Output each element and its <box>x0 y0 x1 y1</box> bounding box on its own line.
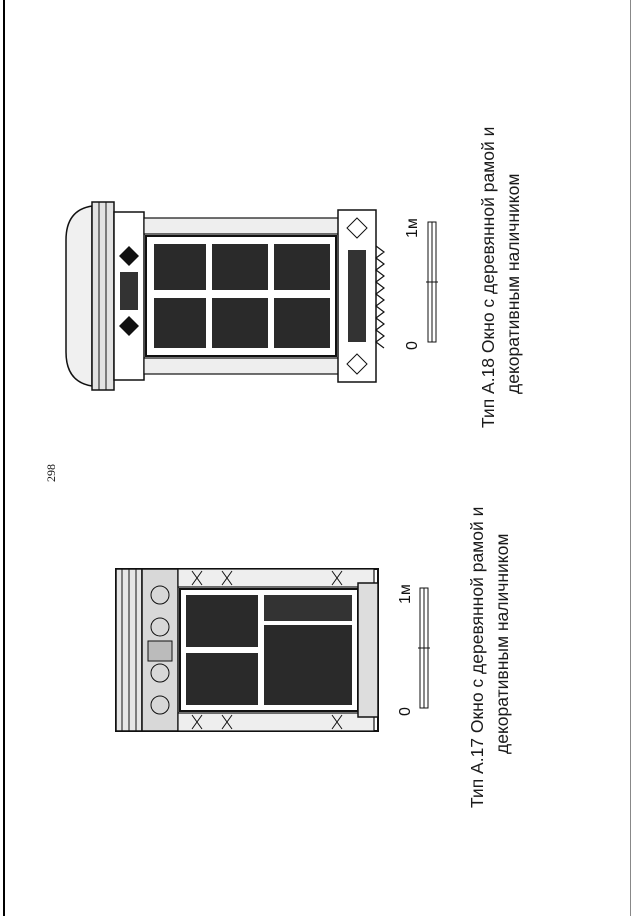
page-number: 298 <box>44 464 58 482</box>
figure-a17-scale-end: 1м <box>397 584 414 604</box>
figure-a17-scale-bar <box>416 586 436 710</box>
figure-a17-caption-line1: Тип А.17 Окно с деревянной рамой и <box>467 506 487 808</box>
figure-a18-caption-line1: Тип А.18 Окно с деревянной рамой и <box>478 126 498 428</box>
figure-a17-caption-line2: декоративным наличником <box>492 533 512 754</box>
figure-a17-window-drawing <box>112 565 382 735</box>
figure-a18-scale-end: 1м <box>404 218 421 238</box>
figure-a18-window-drawing <box>62 196 392 396</box>
left-page-edge <box>3 0 5 916</box>
figure-a18-caption-line2: декоративным наличником <box>503 173 523 394</box>
figure-a18-scale-bar <box>424 220 444 344</box>
right-page-edge <box>630 0 631 916</box>
figure-a17-scale-start: 0 <box>397 707 414 716</box>
figure-a18-scale-start: 0 <box>404 341 421 350</box>
